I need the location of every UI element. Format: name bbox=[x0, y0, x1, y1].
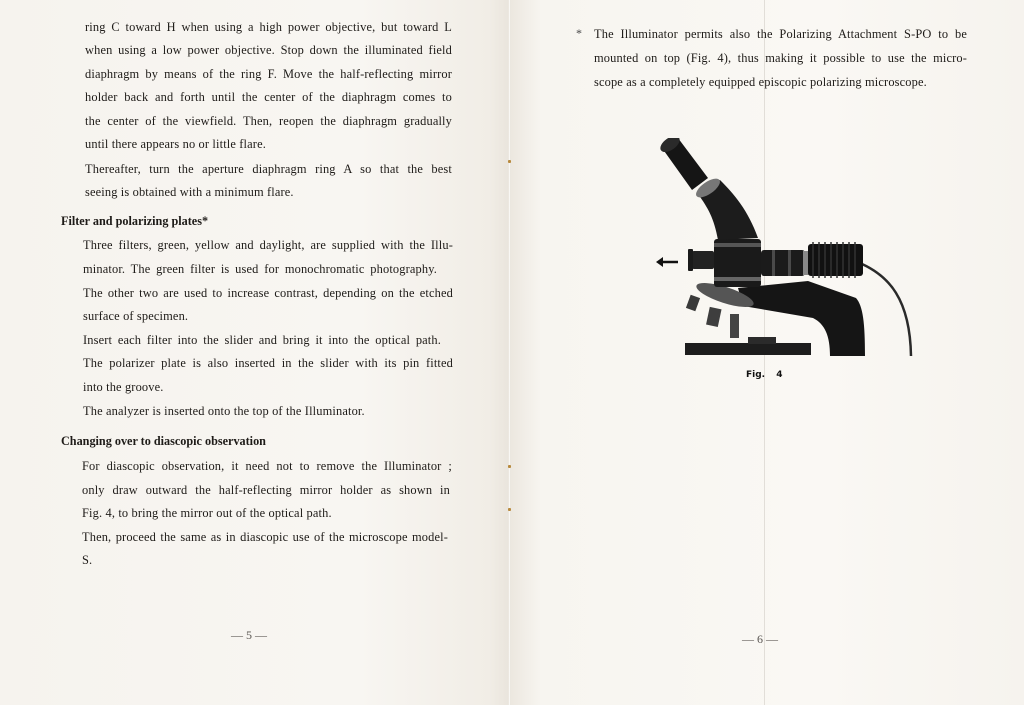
text-line: Then, proceed the same as in diascopic use of the microscope model- bbox=[82, 530, 448, 544]
text-line: seeing is obtained with a minimum flare. bbox=[85, 185, 294, 199]
text-line: The Illuminator permits also the Polarizing Attachment S-PO to be bbox=[594, 27, 967, 41]
spine-fold bbox=[508, 0, 511, 705]
figure-caption: Fig. 4 bbox=[746, 370, 783, 380]
text-line: Thereafter, turn the aperture diaphragm ring A so that the best bbox=[85, 162, 452, 176]
page-5 bbox=[0, 0, 510, 705]
text-line: until there appears no or little flare. bbox=[85, 137, 266, 151]
text-line: minator. The green filter is used for monochromatic photography. bbox=[83, 262, 437, 276]
footnote-asterisk: * bbox=[576, 26, 582, 40]
text-line: the center of the viewfield. Then, reopen the diaphragm gradually bbox=[85, 114, 452, 128]
staple-mark bbox=[508, 508, 511, 511]
text-line: mounted on top (Fig. 4), thus making it possible to use the micro- bbox=[594, 51, 967, 65]
text-line: diaphragm by means of the ring F. Move the half-reflecting mirror bbox=[85, 67, 452, 81]
staple-mark bbox=[508, 465, 511, 468]
figure-microscope bbox=[648, 138, 920, 368]
text-line: holder back and forth until the center of the diaphragm comes to bbox=[85, 90, 452, 104]
section-heading-filter: Filter and polarizing plates* bbox=[61, 214, 209, 228]
text-line: For diascopic observation, it need not to remove the Illuminator ; bbox=[82, 459, 452, 473]
arrow-left-icon bbox=[656, 257, 678, 267]
text-line: Insert each filter into the slider and bring it into the optical path. bbox=[83, 333, 441, 347]
text-line: Fig. 4, to bring the mirror out of the optical path. bbox=[82, 506, 332, 520]
text-line: The analyzer is inserted onto the top of the Illuminator. bbox=[83, 404, 365, 418]
page-number: — 6 — bbox=[742, 632, 778, 646]
text-line: into the groove. bbox=[83, 380, 164, 394]
staple-mark bbox=[508, 160, 511, 163]
text-line: only draw outward the half-reflecting mirror holder as shown in bbox=[82, 483, 450, 497]
text-line: Three filters, green, yellow and daylight, are supplied with the Illu- bbox=[83, 238, 453, 252]
page-number: — 5 — bbox=[231, 628, 267, 642]
text-line: The other two are used to increase contrast, depending on the etched bbox=[83, 286, 453, 300]
text-line: S. bbox=[82, 553, 93, 567]
text-line: The polarizer plate is also inserted in the slider with its pin fitted bbox=[83, 356, 453, 370]
text-line: when using a low power objective. Stop down the illuminated field bbox=[85, 43, 452, 57]
text-line: ring C toward H when using a high power objective, but toward L bbox=[85, 20, 452, 34]
text-line: surface of specimen. bbox=[83, 309, 189, 323]
text-line: scope as a completely equipped episcopic polarizing microscope. bbox=[594, 75, 927, 89]
show-through-text bbox=[640, 478, 648, 503]
section-heading-diascopic: Changing over to diascopic observation bbox=[61, 434, 266, 448]
microscope-illustration bbox=[648, 138, 920, 368]
